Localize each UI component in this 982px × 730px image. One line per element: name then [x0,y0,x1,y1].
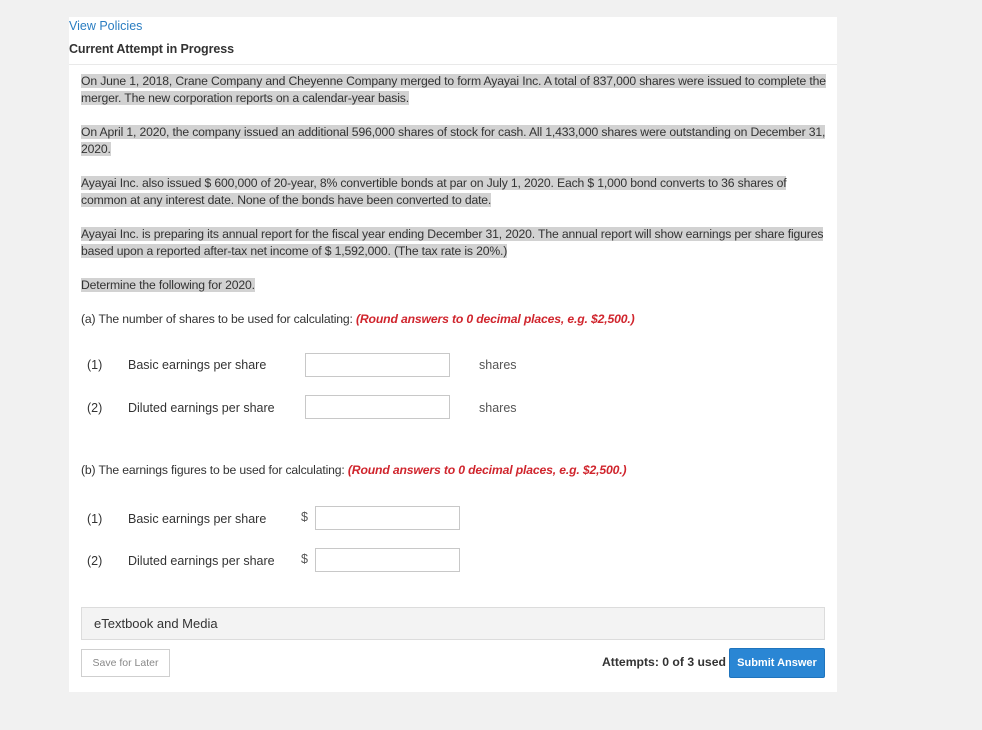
part-a-row-2-number: (2) [87,401,103,415]
dollar-sign-icon: $ [301,510,308,524]
problem-paragraph-4 [81,226,827,260]
part-a-row-2-unit: shares [479,401,517,415]
dollar-sign-icon: $ [301,552,308,566]
submit-answer-button[interactable]: Submit Answer [729,648,825,678]
problem-text-3: Ayayai Inc. also issued $ 600,000 of 20-year, 8% convertible bonds at par on July 1, 2020. Each $ 1,000 bond converts to 36 shares of common at any interest date. None of the bonds have been converted to date. [81,176,787,207]
part-b-row-1-label: Basic earnings per share [128,512,267,526]
diluted-eps-shares-input[interactable] [305,395,450,419]
attempt-status-heading: Current Attempt in Progress [69,42,234,56]
part-a-row-1-label: Basic earnings per share [128,358,267,372]
part-a-row-1-unit: shares [479,358,517,372]
part-b-round-note: (Round answers to 0 decimal places, e.g. $2,500.) [347,463,627,477]
part-a-prompt-text: (a) The number of shares to be used for calculating: [81,312,356,326]
part-a-prompt [81,311,827,328]
part-b-prompt [81,463,626,477]
part-b-row-2-number: (2) [87,554,103,568]
problem-paragraph-2 [81,124,827,158]
problem-paragraph-3 [81,175,827,209]
basic-eps-earnings-input[interactable] [315,506,460,530]
part-b-prompt-text: (b) The earnings figures to be used for calculating: [81,463,348,477]
part-a-round-note: (Round answers to 0 decimal places, e.g. $2,500.) [356,312,635,326]
part-b-row-1-number: (1) [87,512,103,526]
header-divider [69,64,837,65]
question-card [69,17,837,692]
problem-text-1: On June 1, 2018, Crane Company and Cheyenne Company merged to form Ayayai Inc. A total of 837,000 shares were issued to complete the merger. The new corporation reports on a calendar-year basis. [81,74,826,105]
save-for-later-button[interactable]: Save for Later [81,649,170,677]
problem-text-5: Determine the following for 2020. [81,278,255,292]
etextbook-media-panel[interactable]: eTextbook and Media [81,607,825,640]
attempts-counter: Attempts: 0 of 3 used [602,655,726,669]
problem-paragraph-1 [81,73,827,107]
part-b-row-2-label: Diluted earnings per share [128,554,275,568]
problem-text-2: On April 1, 2020, the company issued an additional 596,000 shares of stock for cash. All 1,433,000 shares were outstanding on December 31, 2020. [81,125,826,156]
view-policies-link[interactable]: View Policies [69,19,143,33]
part-a-row-2-label: Diluted earnings per share [128,401,275,415]
diluted-eps-earnings-input[interactable] [315,548,460,572]
problem-paragraph-5 [81,277,827,294]
basic-eps-shares-input[interactable] [305,353,450,377]
problem-text-4: Ayayai Inc. is preparing its annual report for the fiscal year ending December 31, 2020. The annual report will show earnings per share figures based upon a reported after-tax net income of $ 1,592,000. (The tax rate is 20%.) [81,227,824,258]
part-a-row-1-number: (1) [87,358,103,372]
